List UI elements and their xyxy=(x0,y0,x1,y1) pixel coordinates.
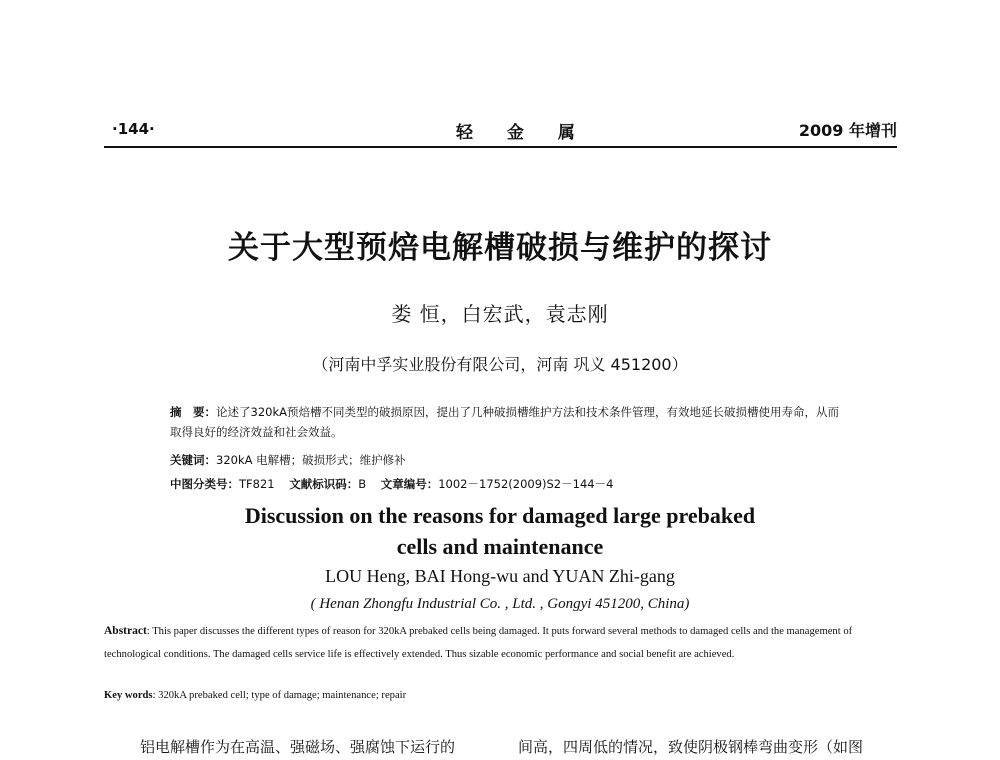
classification-line xyxy=(170,474,850,494)
affiliation-en: ( Henan Zhongfu Industrial Co. , Ltd. , Gongyi 451200, China) xyxy=(310,596,690,612)
title-en-line-2: cells and maintenance xyxy=(396,534,604,559)
abstract-en-text: : This paper discusses the different types of reason for 320kA prebaked cells being damaged. It puts forward several methods to damaged cells and the management of technological conditions. The damaged cells service life is effectively extended. Thus sizable economic performance and social benefit are achieved. xyxy=(104,626,853,660)
clc-label: 中图分类号： xyxy=(170,477,239,491)
keywords-cn-text: 320kA 电解槽；破损形式；维护修补 xyxy=(216,453,406,467)
title-en-line-1: Discussion on the reasons for damaged large prebaked xyxy=(244,503,756,528)
authors-cn: 娄 恒，白宏武，袁志刚 xyxy=(391,302,609,326)
keywords-en-text: : 320kA prebaked cell; type of damage; maintenance; repair xyxy=(152,690,407,701)
doc-code-label: 文献标识码： xyxy=(289,477,359,491)
page-number: ·144· xyxy=(112,120,155,138)
doc-code-value: B xyxy=(358,477,367,491)
abstract-cn xyxy=(170,402,850,442)
abstract-cn-text: 论述了320kA预焙槽不同类型的破损原因，提出了几种破损槽维护方法和技术条件管理，有效地延长破损槽使用寿命，从而取得良好的经济效益和社会效益。 xyxy=(170,405,839,439)
body-text-right-column: 间高，四周低的情况，致使阴极钢棒弯曲变形（如图 xyxy=(518,738,864,756)
issue-label: 2009 年增刊 xyxy=(798,121,897,140)
affiliation-cn: （河南中孚实业股份有限公司，河南 巩义 451200） xyxy=(312,355,688,374)
keywords-cn xyxy=(170,450,850,470)
body-text-left-column: 铝电解槽作为在高温、强磁场、强腐蚀下运行的 xyxy=(140,738,456,756)
keywords-cn-label: 关键词： xyxy=(170,453,216,467)
authors-en: LOU Heng, BAI Hong-wu and YUAN Zhi-gang xyxy=(325,566,675,586)
journal-name: 轻 金 属 xyxy=(456,123,589,143)
running-header xyxy=(104,118,897,144)
abstract-cn-label: 摘 要： xyxy=(170,405,216,419)
keywords-en-label: Key words xyxy=(104,690,153,701)
abstract-en xyxy=(104,620,898,666)
clc-value: TF821 xyxy=(239,477,275,491)
header-rule xyxy=(104,146,897,148)
article-no-label: 文章编号： xyxy=(380,477,439,491)
abstract-en-label: Abstract xyxy=(104,625,147,637)
title-en xyxy=(0,500,1000,562)
title-cn: 关于大型预焙电解槽破损与维护的探讨 xyxy=(228,230,772,266)
keywords-en xyxy=(104,686,898,706)
article-no-value: 1002－1752(2009)S2－144－4 xyxy=(438,477,614,491)
